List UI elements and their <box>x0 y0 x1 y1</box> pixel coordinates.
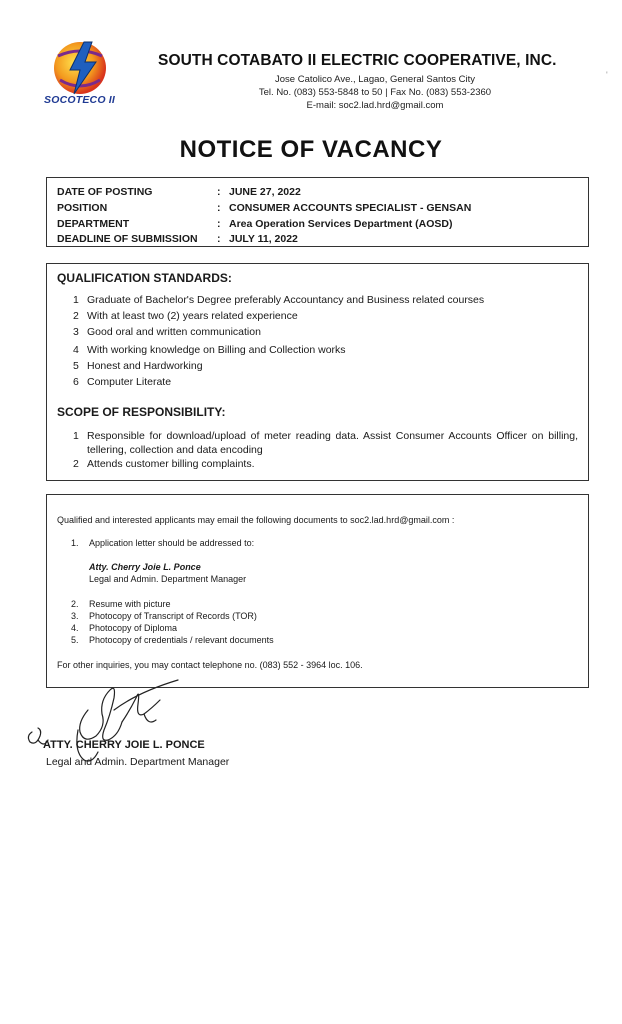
item-text: With at least two (2) years related experience <box>87 310 298 322</box>
item-number: 1 <box>73 430 79 442</box>
inquiry-contact: For other inquiries, you may contact telephone no. (083) 552 - 3964 loc. 106. <box>57 660 363 670</box>
item-number: 5. <box>71 635 79 645</box>
detail-row-department <box>57 218 452 230</box>
detail-value: JUNE 27, 2022 <box>229 186 301 198</box>
notice-title: NOTICE OF VACANCY <box>179 136 443 163</box>
detail-value: JULY 11, 2022 <box>229 233 298 245</box>
item-text: With working knowledge on Billing and Collection works <box>87 344 346 356</box>
application-item <box>71 538 254 548</box>
qualification-item <box>73 294 484 306</box>
detail-row-date-of-posting <box>57 186 301 198</box>
handwritten-signature-icon <box>18 670 198 770</box>
detail-separator: : <box>217 186 221 198</box>
detail-separator: : <box>217 233 221 245</box>
addressee-name: Atty. Cherry Joie L. Ponce <box>89 562 201 572</box>
item-text: Graduate of Bachelor's Degree preferably Accountancy and Business related courses <box>87 294 485 306</box>
scope-item <box>73 429 578 457</box>
item-number: 3. <box>71 611 79 621</box>
item-number: 1. <box>71 538 79 548</box>
scan-mark: ' <box>606 70 608 80</box>
item-number: 2. <box>71 599 79 609</box>
qualification-item <box>73 344 346 356</box>
item-number: 1 <box>73 294 79 306</box>
signatory-title: Legal and Admin. Department Manager <box>46 756 230 768</box>
item-text: Photocopy of Diploma <box>89 623 178 633</box>
qualification-item <box>73 376 171 388</box>
company-name: SOUTH COTABATO II ELECTRIC COOPERATIVE, INC. <box>158 52 557 69</box>
item-text: Photocopy of Transcript of Records (TOR) <box>89 611 257 621</box>
item-text: Application letter should be addressed to: <box>89 538 255 548</box>
item-text: Resume with picture <box>89 599 171 609</box>
application-item <box>71 635 274 645</box>
scope-item <box>73 457 578 471</box>
application-item <box>71 599 171 609</box>
posting-details-box <box>46 177 589 247</box>
item-number: 2 <box>73 458 79 470</box>
detail-value: CONSUMER ACCOUNTS SPECIALIST - GENSAN <box>229 202 472 214</box>
item-text: Good oral and written communication <box>87 326 261 338</box>
item-text: Honest and Hardworking <box>87 360 203 372</box>
item-text: Computer Literate <box>87 376 172 388</box>
company-phone: Tel. No. (083) 553-5848 to 50 | Fax No. (083) 553-2360 <box>258 87 492 98</box>
signatory-name: ATTY. CHERRY JOIE L. PONCE <box>43 739 205 751</box>
item-number: 6 <box>73 376 79 388</box>
detail-label: POSITION <box>57 202 108 214</box>
item-number: 5 <box>73 360 79 372</box>
item-text: Photocopy of credentials / relevant documents <box>89 635 274 645</box>
application-item <box>71 623 177 633</box>
addressee-title: Legal and Admin. Department Manager <box>89 574 247 584</box>
detail-value: Area Operation Services Department (AOSD) <box>229 218 453 230</box>
item-number: 2 <box>73 310 79 322</box>
detail-row-deadline <box>57 233 298 245</box>
application-instructions-box <box>46 494 589 688</box>
company-address: Jose Catolico Ave., Lagao, General Santos City <box>275 74 475 85</box>
application-intro: Qualified and interested applicants may email the following documents to soc2.lad.hrd@gmail.com : <box>57 515 455 525</box>
qualification-item <box>73 326 261 338</box>
detail-separator: : <box>217 218 221 230</box>
application-item <box>71 611 257 621</box>
qualification-item <box>73 360 203 372</box>
detail-label: DEADLINE OF SUBMISSION <box>57 233 198 245</box>
item-number: 4 <box>73 344 79 356</box>
scope-heading: SCOPE OF RESPONSIBILITY: <box>57 405 226 419</box>
item-text: Responsible for download/upload of meter reading data. Assist Consumer Accounts Officer on billing, tellering, collection and data encoding <box>87 430 578 456</box>
item-number: 4. <box>71 623 79 633</box>
detail-separator: : <box>217 202 221 214</box>
item-text: Attends customer billing complaints. <box>87 458 255 470</box>
logo-wordmark: SOCOTECO II <box>44 94 116 106</box>
company-email: E-mail: soc2.lad.hrd@gmail.com <box>306 100 444 111</box>
item-number: 3 <box>73 326 79 338</box>
qualifications-box <box>46 263 589 481</box>
qualification-item <box>73 310 298 322</box>
detail-row-position <box>57 202 471 214</box>
detail-label: DEPARTMENT <box>57 218 130 230</box>
detail-label: DATE OF POSTING <box>57 186 153 198</box>
qualification-heading: QUALIFICATION STANDARDS: <box>57 271 232 285</box>
socoteco-logo-icon <box>40 38 140 118</box>
